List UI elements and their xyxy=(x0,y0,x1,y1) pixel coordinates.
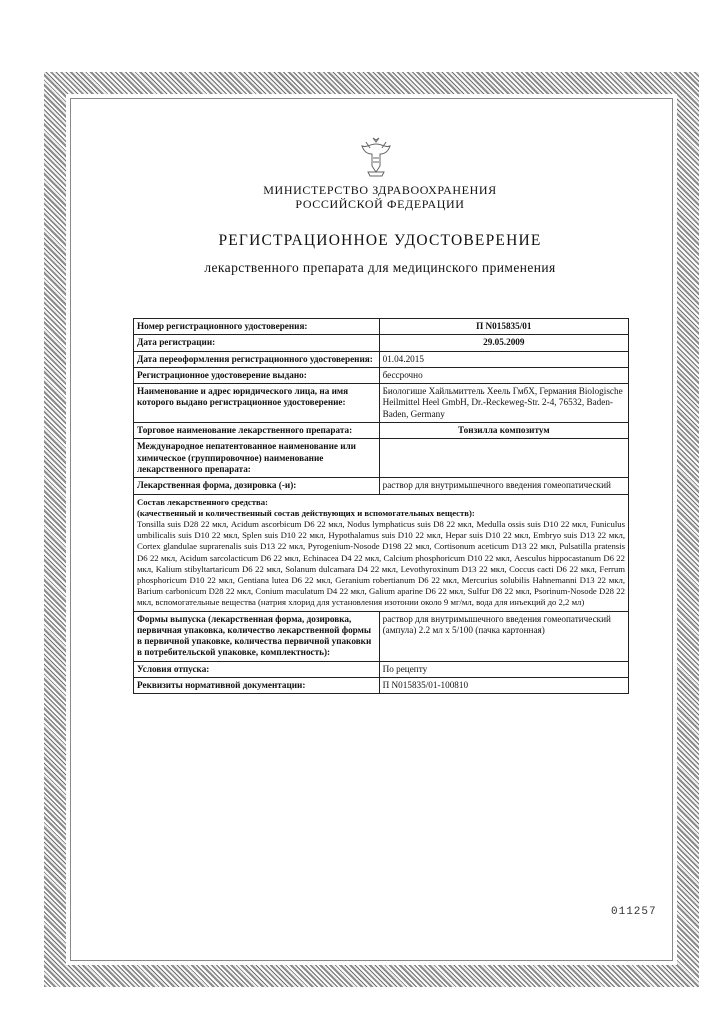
row-value xyxy=(379,439,628,478)
table-row xyxy=(134,319,629,335)
row-label: Дата переоформления регистрационного удостоверения: xyxy=(134,351,380,367)
table-row xyxy=(134,335,629,351)
composition-heading-2: (качественный и количественный состав действующих и вспомогательных веществ): xyxy=(137,507,475,518)
row-value: П N015835/01-100810 xyxy=(379,678,628,694)
table-row xyxy=(134,367,629,383)
row-label: Регистрационное удостоверение выдано: xyxy=(134,367,380,383)
document-subtitle: лекарственного препарата для медицинского применения xyxy=(204,260,556,275)
table-row xyxy=(134,439,629,478)
row-label: Торговое наименование лекарственного препарата: xyxy=(134,423,380,439)
serial-number: 011257 xyxy=(611,906,657,918)
registration-table xyxy=(133,318,629,694)
row-label: Лекарственная форма, дозировка (-и): xyxy=(134,478,380,494)
row-label: Международное непатентованное наименование или химическое (группировочное) наименование лекарственного препарата: xyxy=(134,439,380,478)
composition-cell xyxy=(134,494,629,611)
ministry-line-1: МИНИСТЕРСТВО ЗДРАВООХРАНЕНИЯ xyxy=(263,183,497,197)
row-value: Биологише Хайльмиттель Хеель ГмбХ, Германия Biologische Heilmittel Heel GmbH, Dr.-Reckeweg-Str. 2-4, 76532, Baden-Baden, Germany xyxy=(379,384,628,423)
table-row xyxy=(134,678,629,694)
table-row xyxy=(134,384,629,423)
composition-row xyxy=(134,494,629,611)
double-headed-eagle-emblem-icon xyxy=(356,136,396,178)
row-value: 01.04.2015 xyxy=(379,351,628,367)
row-value: раствор для внутримышечного введения гомеопатический xyxy=(379,478,628,494)
row-value: По рецепту xyxy=(379,661,628,677)
row-label: Наименование и адрес юридического лица, на имя которого выдано регистрационное удостоверение: xyxy=(134,384,380,423)
row-label: Условия отпуска: xyxy=(134,661,380,677)
composition-text: Tonsilla suis D28 22 мкл, Acidum ascorbicum D6 22 мкл, Nodus lymphaticus suis D8 22 мкл, Medulla ossis suis D10 22 мкл, Funiculus umbilicalis suis D10 22 мкл, Splen suis D10 22 мкл, Hypothalamus suis D10 22 мкл, Hepar suis D10 22 мкл, Embryo suis D13 22 мкл, Cortex glandulae suprarenalis suis D13 22 мкл, Pyrogenium-Nosode D198 22 мкл, Cortisonum aceticum D13 22 мкл, Pulsatilla pratensis D6 22 мкл, Acidum sarcolacticum D6 22 мкл, Echinacea D4 22 мкл, Calcium phosphoricum D10 22 мкл, Aesculus hippocastanum D6 22 мкл, Kalium stibyltartaricum D6 22 мкл, Solanum dulcamara D4 22 мкл, Levothyroxinum D13 22 мкл, Coccus cacti D6 22 мкл, Ferrum phosphoricum D10 22 мкл, Gentiana lutea D6 22 мкл, Geranium robertianum D6 22 мкл, Mercurius solubilis Hahnemanni D13 22 мкл, Barium carbonicum D28 22 мкл, Conium maculatum D4 22 мкл, Galium aparine D6 22 мкл, Sulfur D8 22 мкл, Psorinum-Nosode D28 22 мкл, вспомогательные вещества (натрия хлорид для установления изотонии около 9 мг/мл, вода для инъекций до 2,2 мл) xyxy=(137,518,625,608)
row-label: Формы выпуска (лекарственная форма, дозировка, первичная упаковка, количество лекарственной формы в первичной упаковке, количества первичной упаковки в потребительской упаковке, комплектность): xyxy=(134,611,380,661)
row-label: Реквизиты нормативной документации: xyxy=(134,678,380,694)
table-row xyxy=(134,611,629,661)
row-value: 29.05.2009 xyxy=(379,335,628,351)
row-label: Номер регистрационного удостоверения: xyxy=(134,319,380,335)
row-label: Дата регистрации: xyxy=(134,335,380,351)
table-row xyxy=(134,351,629,367)
row-value: Тонзилла композитум xyxy=(379,423,628,439)
row-value: раствор для внутримышечного введения гомеопатический (ампула) 2.2 мл х 5/100 (пачка картонная) xyxy=(379,611,628,661)
composition-heading-1: Состав лекарственного средства: xyxy=(137,496,268,507)
ministry-line-2: РОССИЙСКОЙ ФЕДЕРАЦИИ xyxy=(295,197,465,211)
table-row xyxy=(134,423,629,439)
table-row xyxy=(134,478,629,494)
row-value: бессрочно xyxy=(379,367,628,383)
document-title: РЕГИСТРАЦИОННОЕ УДОСТОВЕРЕНИЕ xyxy=(218,232,542,249)
table-row xyxy=(134,661,629,677)
row-value: П N015835/01 xyxy=(379,319,628,335)
